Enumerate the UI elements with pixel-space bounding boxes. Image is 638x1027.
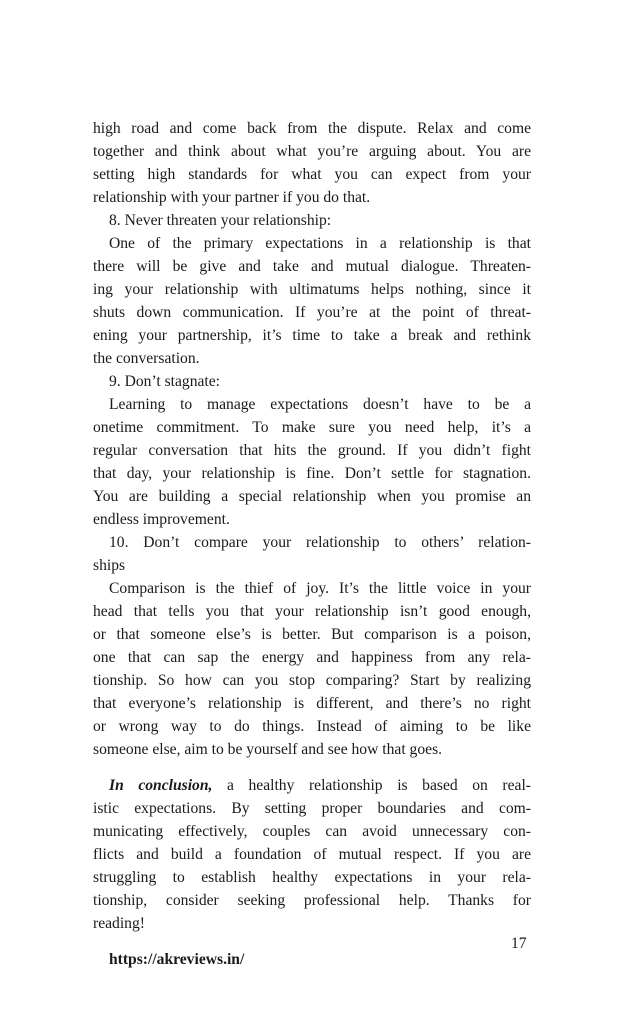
text-line: high road and come back from the dispute. Relax and come [93,120,531,137]
website-link[interactable]: https://akreviews.in/ [109,951,245,968]
text-line: One of the primary expectations in a relationship is that [109,235,531,252]
conclusion-line: municating effectively, couples can avoid unnecessary con- [93,823,531,840]
paragraph-gap [93,761,531,774]
text-line: 8. Never threaten your relationship: [109,212,332,229]
text-line: together and think about what you’re arguing about. You are [93,143,531,160]
text-line: 10. Don’t compare your relationship to others’ relation- [109,534,531,551]
text-line: the conversation. [93,350,200,367]
text-line: endless improvement. [93,511,230,528]
conclusion-lead: In conclusion, [109,777,213,794]
conclusion-line: istic expectations. By setting proper boundaries and com- [93,800,531,817]
conclusion-lines [93,797,531,935]
page-text-block [93,117,531,971]
text-line: 9. Don’t stagnate: [109,373,221,390]
conclusion-paragraph [93,774,531,935]
body-paragraphs [93,117,531,761]
text-line: ships [93,557,126,574]
conclusion-first-line [93,774,531,797]
text-line: head that tells you that your relationship isn’t good enough, [93,603,531,620]
text-line: or that someone else’s is better. But comparison is a poison, [93,626,531,643]
text-line: or wrong way to do things. Instead of aiming to be like [93,718,531,735]
text-line: relationship with your partner if you do that. [93,189,371,206]
conclusion-line: struggling to establish healthy expectations in your rela- [93,869,531,886]
text-line: setting high standards for what you can expect from your [93,166,531,183]
conclusion-line: reading! [93,915,145,932]
text-line: one that can sap the energy and happiness from any rela- [93,649,531,666]
text-line: You are building a special relationship when you promise an [93,488,531,505]
text-line: shuts down communication. If you’re at the point of threat- [93,304,531,321]
text-line: ing your relationship with ultimatums helps nothing, since it [93,281,531,298]
text-line: ening your partnership, it’s time to take a break and rethink [93,327,531,344]
paragraph-gap [93,935,531,948]
conclusion-line: tionship, consider seeking professional help. Thanks for [93,892,531,909]
text-line: that day, your relationship is fine. Don’t settle for stagnation. [93,465,531,482]
page-number: 17 [511,935,527,952]
conclusion-first-line-text: a healthy relationship is based on real- [212,777,531,794]
text-line: onetime commitment. To make sure you need help, it’s a [93,419,531,436]
text-line: Comparison is the thief of joy. It’s the little voice in your [109,580,531,597]
text-line: someone else, aim to be yourself and see how that goes. [93,741,443,758]
text-line: tionship. So how can you stop comparing? Start by realizing [93,672,531,689]
text-line: there will be give and take and mutual dialogue. Threaten- [93,258,531,275]
text-line: regular conversation that hits the ground. If you didn’t fight [93,442,531,459]
text-line: Learning to manage expectations doesn’t have to be a [109,396,531,413]
text-line: that everyone’s relationship is different, and there’s no right [93,695,531,712]
conclusion-line: flicts and build a foundation of mutual respect. If you are [93,846,531,863]
